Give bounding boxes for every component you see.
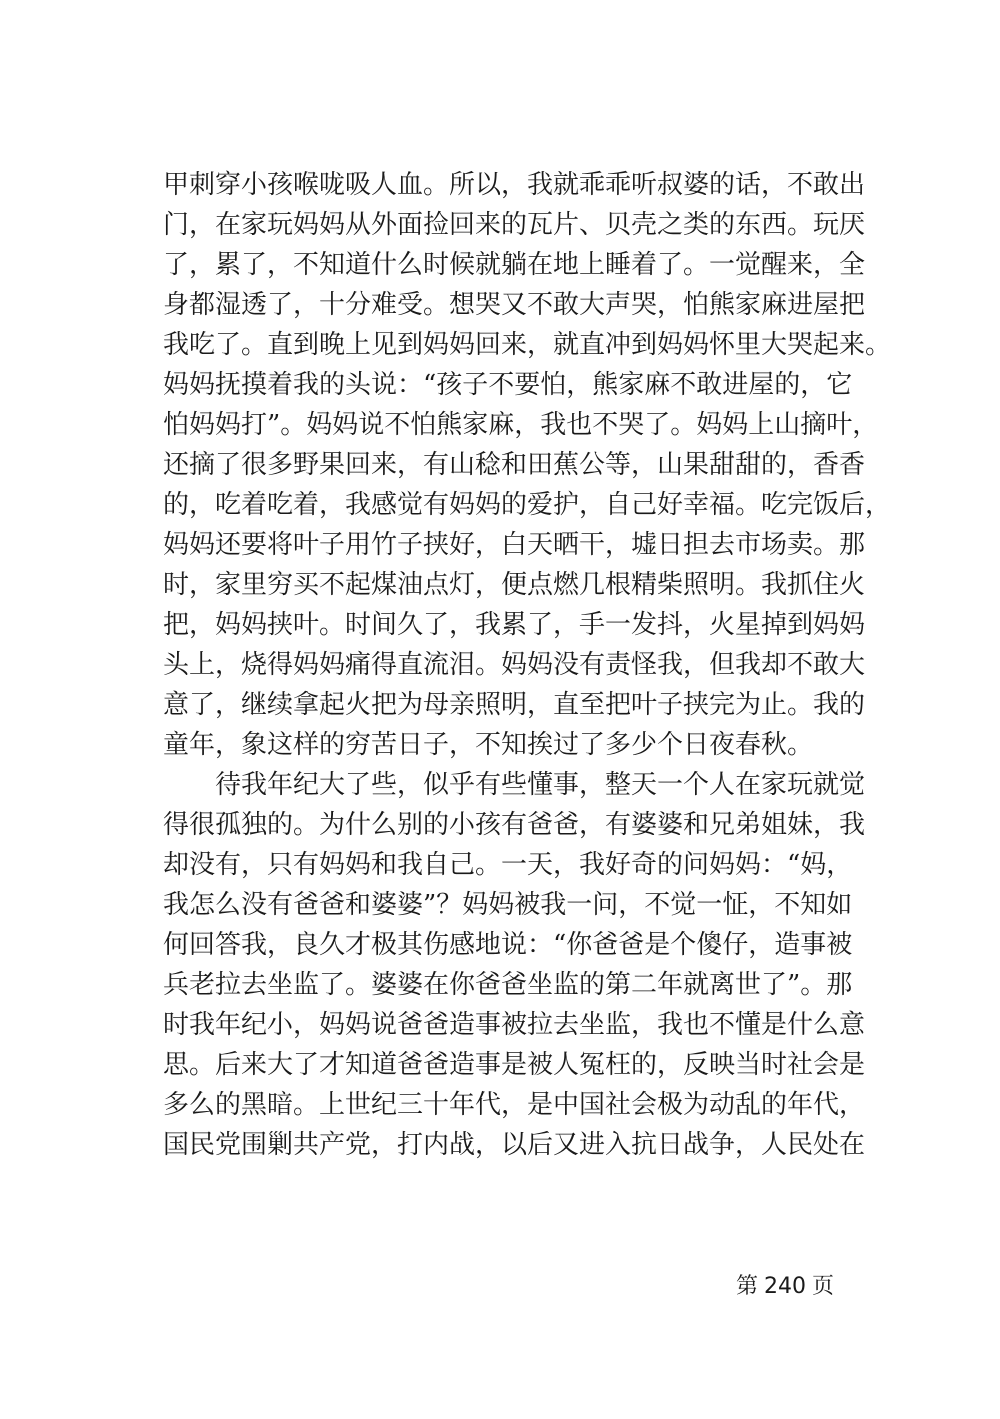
text-line: 把，妈妈挟叶。时间久了，我累了，手一发抖，火星掉到妈妈 bbox=[163, 610, 866, 640]
text-line: 妈妈还要将叶子用竹子挟好，白天晒干，墟日担去市场卖。那 bbox=[163, 530, 866, 560]
paragraph-2 bbox=[163, 765, 866, 1165]
text-line: 甲刺穿小孩喉咙吸人血。所以，我就乖乖听叔婆的话，不敢出 bbox=[163, 170, 866, 200]
text-line: 兵老拉去坐监了。婆婆在你爸爸坐监的第二年就离世了”。那 bbox=[163, 970, 853, 1000]
page-number-prefix: 第 bbox=[736, 1274, 759, 1299]
text-line: 的，吃着吃着，我感觉有妈妈的爱护，自己好幸福。吃完饭后， bbox=[163, 490, 892, 520]
text-line: 国民党围剿共产党，打内战，以后又进入抗日战争，人民处在 bbox=[163, 1130, 866, 1160]
paragraph-1 bbox=[163, 165, 892, 765]
text-line: 时我年纪小，妈妈说爸爸造事被拉去坐监，我也不懂是什么意 bbox=[163, 1010, 866, 1040]
text-line: 还摘了很多野果回来，有山稔和田蕉公等，山果甜甜的，香香 bbox=[163, 450, 866, 480]
page-body bbox=[163, 165, 892, 1165]
text-line: 得很孤独的。为什么别的小孩有爸爸，有婆婆和兄弟姐妹，我 bbox=[163, 810, 866, 840]
text-line: 童年，象这样的穷苦日子，不知挨过了多少个日夜春秋。 bbox=[163, 730, 814, 760]
text-line: 待我年纪大了些，似乎有些懂事，整天一个人在家玩就觉 bbox=[215, 770, 866, 800]
text-line: 身都湿透了，十分难受。想哭又不敢大声哭，怕熊家麻进屋把 bbox=[163, 290, 866, 320]
text-line: 时，家里穷买不起煤油点灯，便点燃几根精柴照明。我抓住火 bbox=[163, 570, 866, 600]
page-number: 240 bbox=[764, 1274, 807, 1299]
text-line: 我吃了。直到晚上见到妈妈回来，就直冲到妈妈怀里大哭起来。 bbox=[163, 330, 892, 360]
page-number-suffix: 页 bbox=[812, 1274, 835, 1299]
text-line: 何回答我，良久才极其伤感地说：“你爸爸是个傻仔，造事被 bbox=[163, 930, 853, 960]
text-line: 多么的黑暗。上世纪三十年代，是中国社会极为动乱的年代， bbox=[163, 1090, 866, 1120]
text-line: 却没有，只有妈妈和我自己。一天，我好奇的问妈妈：“妈， bbox=[163, 850, 853, 880]
page-number-footer bbox=[736, 1269, 834, 1305]
text-line: 意了，继续拿起火把为母亲照明，直至把叶子挟完为止。我的 bbox=[163, 690, 866, 720]
text-line: 怕妈妈打”。妈妈说不怕熊家麻，我也不哭了。妈妈上山摘叶， bbox=[163, 410, 879, 440]
text-line: 妈妈抚摸着我的头说：“孩子不要怕，熊家麻不敢进屋的，它 bbox=[163, 370, 853, 400]
text-line: 门，在家玩妈妈从外面捡回来的瓦片、贝壳之类的东西。玩厌 bbox=[163, 210, 866, 240]
text-line: 了，累了，不知道什么时候就躺在地上睡着了。一觉醒来，全 bbox=[163, 250, 866, 280]
text-line: 我怎么没有爸爸和婆婆”？妈妈被我一问，不觉一怔，不知如 bbox=[163, 890, 853, 920]
text-line: 头上，烧得妈妈痛得直流泪。妈妈没有责怪我，但我却不敢大 bbox=[163, 650, 866, 680]
text-line: 思。后来大了才知道爸爸造事是被人冤枉的，反映当时社会是 bbox=[163, 1050, 866, 1080]
